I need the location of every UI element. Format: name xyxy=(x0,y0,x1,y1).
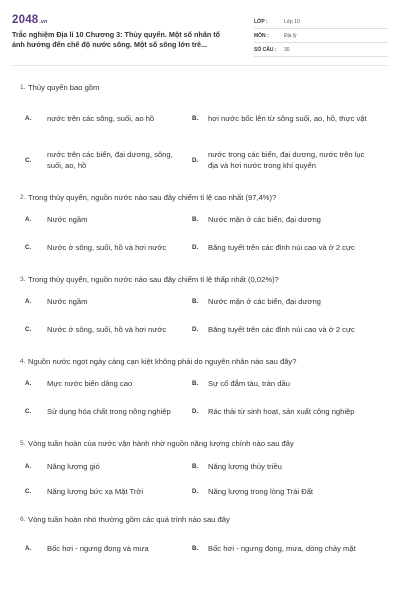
option-text: Bốc hơi - ngưng đọng và mưa xyxy=(47,543,149,553)
option-letter: A. xyxy=(25,544,32,552)
option-text: Nước ngầm xyxy=(47,214,88,224)
option-letter: D. xyxy=(192,407,199,415)
question-4 xyxy=(12,350,388,428)
meta-value: 30 xyxy=(284,46,290,53)
option-letter: A. xyxy=(25,379,32,387)
option-text: Năng lượng thủy triều xyxy=(208,461,282,471)
option-row xyxy=(12,230,388,264)
option-b[interactable] xyxy=(192,214,372,225)
option-b[interactable] xyxy=(192,461,372,472)
meta-value: Lớp 10 xyxy=(284,18,300,25)
option-c[interactable] xyxy=(12,324,192,335)
question-number: 5. xyxy=(20,439,26,447)
meta-label: MÔN : xyxy=(254,32,269,39)
option-letter: C. xyxy=(25,156,32,164)
option-b[interactable] xyxy=(192,296,372,307)
option-row xyxy=(12,138,388,182)
option-letter: B. xyxy=(192,215,199,223)
option-letter: D. xyxy=(192,156,199,164)
question-3 xyxy=(12,268,388,346)
option-row xyxy=(12,290,388,312)
question-text: Trong thủy quyển, nguồn nước nào sau đây chiếm tỉ lệ thấp nhất (0,02%)? xyxy=(28,274,279,284)
logo-suffix: .vn xyxy=(39,19,48,25)
option-letter: B. xyxy=(192,544,199,552)
question-list xyxy=(12,66,388,566)
option-b[interactable] xyxy=(192,113,372,124)
meta-label: LỚP : xyxy=(254,18,268,25)
option-row xyxy=(12,454,388,478)
option-c[interactable] xyxy=(12,406,192,417)
question-1 xyxy=(12,76,388,182)
option-b[interactable] xyxy=(192,378,372,389)
option-letter: C. xyxy=(25,243,32,251)
option-letter: A. xyxy=(25,462,32,470)
option-row xyxy=(12,98,388,138)
option-a[interactable] xyxy=(12,461,192,472)
option-row xyxy=(12,394,388,428)
question-text: Nguồn nước ngọt ngày càng cạn kiệt không phải do nguyên nhân nào sau đây? xyxy=(28,356,297,366)
option-row xyxy=(12,530,388,566)
option-d[interactable] xyxy=(192,486,372,497)
option-a[interactable] xyxy=(12,113,192,124)
meta-class-row xyxy=(254,15,388,29)
option-text: nước trên các biển, đại dương, sông, suối, ao, hồ xyxy=(47,150,173,170)
option-a[interactable] xyxy=(12,543,192,554)
question-text: Vòng tuần hoàn nhỏ thường gồm các quá trình nào sau đây xyxy=(28,514,230,524)
option-letter: B. xyxy=(192,379,199,387)
option-d[interactable] xyxy=(192,149,372,171)
option-d[interactable] xyxy=(192,406,372,417)
logo-text: 2048 xyxy=(12,14,39,26)
site-logo[interactable] xyxy=(12,14,234,26)
option-text: Năng lượng gió xyxy=(47,461,100,471)
meta-subject-row xyxy=(254,29,388,43)
option-a[interactable] xyxy=(12,378,192,389)
question-6 xyxy=(12,508,388,566)
question-stem xyxy=(12,76,388,98)
quiz-title: Trắc nghiệm Địa lí 10 Chương 3: Thủy quyển. Một số nhân tố ảnh hưởng đến chế độ nước sông. Một số sông lớn trê... xyxy=(12,30,220,49)
option-text: Sử dụng hóa chất trong nông nghiệp xyxy=(47,406,171,416)
option-d[interactable] xyxy=(192,324,372,335)
option-row xyxy=(12,312,388,346)
question-number: 3. xyxy=(20,275,26,283)
option-letter: B. xyxy=(192,114,199,122)
option-letter: C. xyxy=(25,407,32,415)
option-row xyxy=(12,208,388,230)
option-text: Băng tuyết trên các đỉnh núi cao và ở 2 cực xyxy=(208,324,355,334)
option-text: Băng tuyết trên các đỉnh núi cao và ở 2 cực xyxy=(208,242,355,252)
question-stem xyxy=(12,268,388,290)
question-text: Thủy quyển bao gồm xyxy=(28,82,100,92)
option-letter: D. xyxy=(192,243,199,251)
option-letter: C. xyxy=(25,325,32,333)
option-letter: D. xyxy=(192,325,199,333)
question-stem xyxy=(12,432,388,454)
option-text: Nước ngầm xyxy=(47,296,88,306)
option-a[interactable] xyxy=(12,296,192,307)
option-letter: D. xyxy=(192,487,199,495)
meta-count-row xyxy=(254,43,388,57)
header-left xyxy=(12,14,234,65)
question-number: 6. xyxy=(20,515,26,523)
question-text: Vòng tuần hoàn của nước vận hành nhờ nguồn năng lượng chính nào sau đây xyxy=(28,438,294,448)
option-text: Nước ở sông, suối, hồ và hơi nước xyxy=(47,242,167,252)
option-letter: A. xyxy=(25,215,32,223)
option-text: Nước ở sông, suối, hồ và hơi nước xyxy=(47,324,167,334)
option-row xyxy=(12,372,388,394)
option-letter: A. xyxy=(25,297,32,305)
question-2 xyxy=(12,186,388,264)
option-d[interactable] xyxy=(192,242,372,253)
option-text: Mực nước biển dâng cao xyxy=(47,378,133,388)
option-text: Bốc hơi - ngưng đọng, mưa, dòng chảy mặt xyxy=(208,543,356,553)
option-text: Nước mặn ở các biển, đại dương xyxy=(208,296,321,306)
option-letter: B. xyxy=(192,297,199,305)
option-text: nước trên các sông, suối, ao hồ xyxy=(47,113,155,123)
meta-label: SỐ CÂU : xyxy=(254,46,277,53)
option-letter: A. xyxy=(25,114,32,122)
option-text: hơi nước bốc lên từ sông suối, ao, hồ, thực vật xyxy=(208,113,367,123)
option-a[interactable] xyxy=(12,214,192,225)
option-c[interactable] xyxy=(12,242,192,253)
question-number: 1. xyxy=(20,83,26,91)
question-5 xyxy=(12,432,388,504)
question-stem xyxy=(12,186,388,208)
question-text: Trong thủy quyển, nguồn nước nào sau đây chiếm tỉ lệ cao nhất (97,4%)? xyxy=(28,192,277,202)
option-text: Năng lượng bức xạ Mặt Trời xyxy=(47,486,144,496)
question-stem xyxy=(12,350,388,372)
option-c[interactable] xyxy=(12,486,192,497)
option-c[interactable] xyxy=(12,149,192,171)
option-row xyxy=(12,478,388,504)
option-b[interactable] xyxy=(192,543,372,554)
question-stem xyxy=(12,508,388,530)
quiz-header xyxy=(12,0,388,66)
option-text: Năng lượng trong lòng Trái Đất xyxy=(208,486,314,496)
option-letter: B. xyxy=(192,462,199,470)
quiz-meta xyxy=(254,15,388,65)
question-number: 2. xyxy=(20,193,26,201)
option-text: Rác thải từ sinh hoạt, sản xuất công nghiệp xyxy=(208,406,355,416)
question-number: 4. xyxy=(20,357,26,365)
option-text: nước trong các biển, đại dương, nước trên lục địa và hơi nước trong khí quyển xyxy=(208,150,365,170)
meta-value: Địa lý xyxy=(284,32,297,39)
option-text: Sự cố đắm tàu, tràn dầu xyxy=(208,378,290,388)
option-letter: C. xyxy=(25,487,32,495)
option-text: Nước mặn ở các biển, đại dương xyxy=(208,214,321,224)
